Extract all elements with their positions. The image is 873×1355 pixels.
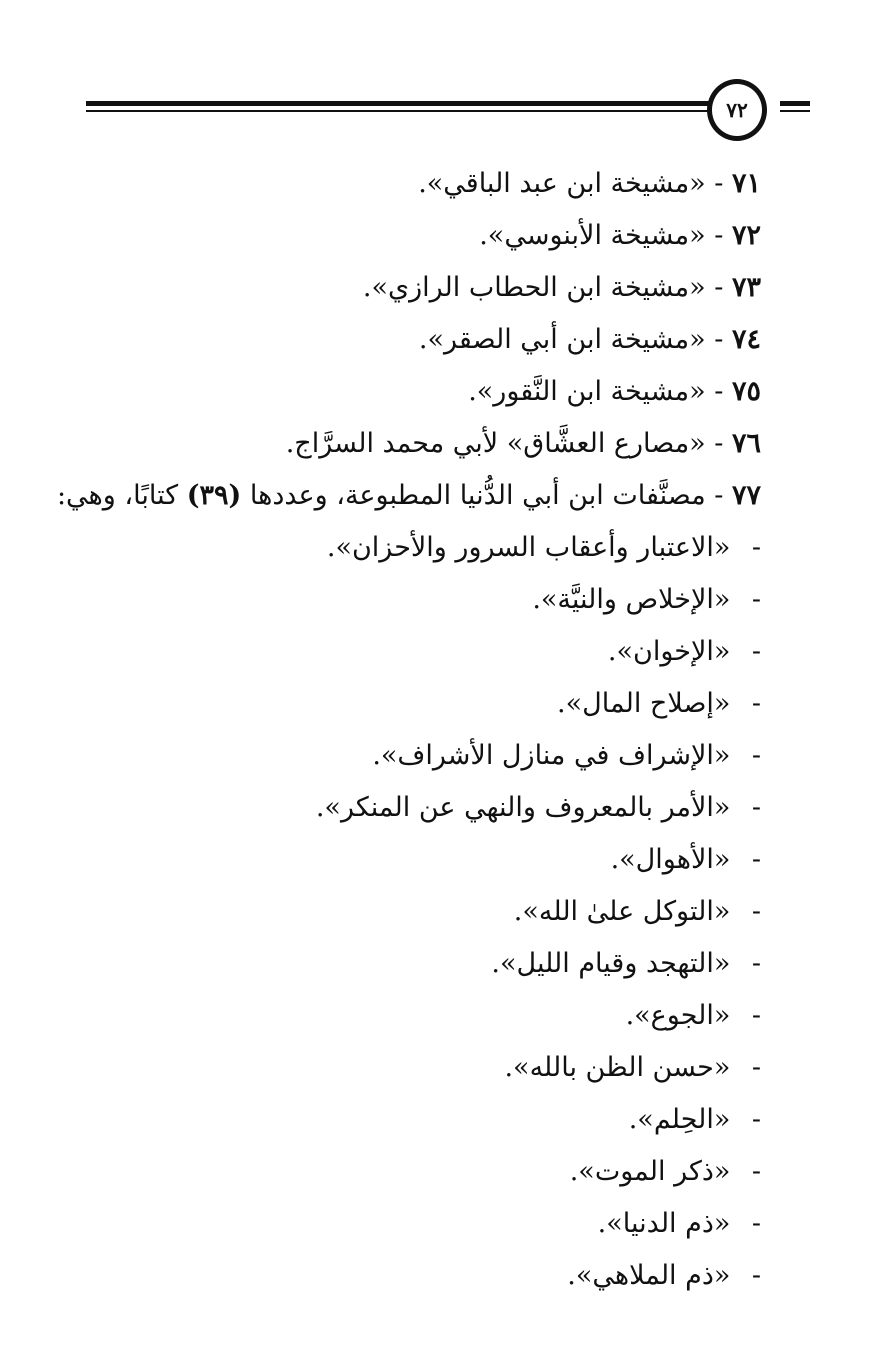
sub-item xyxy=(81,1250,761,1302)
separator: - xyxy=(714,168,724,199)
entry-number: ٧٧ xyxy=(731,480,761,511)
entry-text-before: مصنَّفات ابن أبي الدُّنيا المطبوعة، وعددها xyxy=(241,480,706,511)
sub-item xyxy=(81,834,761,886)
header-rule-thick xyxy=(86,101,712,106)
separator: - xyxy=(714,272,724,303)
separator: - xyxy=(751,844,761,875)
entry-number: ٧٢ xyxy=(731,220,761,251)
entry-75 xyxy=(81,366,761,418)
sub-item-text: «ذم الدنيا». xyxy=(597,1208,731,1239)
book-count: (٣٩) xyxy=(186,480,242,511)
sub-item-text: «الإخوان». xyxy=(607,636,731,667)
entry-number: ٧١ xyxy=(731,168,761,199)
entry-77 xyxy=(56,470,761,522)
page-header xyxy=(86,76,810,146)
entry-text-after: كتابًا، وهي: xyxy=(56,480,187,511)
entry-text: «مصارع العشَّاق» لأبي محمد السرَّاج. xyxy=(285,428,706,459)
separator: - xyxy=(714,376,724,407)
separator: - xyxy=(751,740,761,771)
sub-item xyxy=(81,990,761,1042)
separator: - xyxy=(751,636,761,667)
entry-text: «مشيخة ابن الحطاب الرازي». xyxy=(362,272,706,303)
separator: - xyxy=(751,584,761,615)
separator: - xyxy=(751,1156,761,1187)
sub-item xyxy=(81,574,761,626)
sub-item-text: «الاعتبار وأعقاب السرور والأحزان». xyxy=(326,532,731,563)
sub-item xyxy=(81,782,761,834)
sub-item-text: «التهجد وقيام الليل». xyxy=(491,948,731,979)
entry-text: «مشيخة الأبنوسي». xyxy=(479,220,706,251)
sub-item xyxy=(81,1146,761,1198)
entry-71 xyxy=(81,158,761,210)
separator: - xyxy=(751,1104,761,1135)
separator: - xyxy=(751,792,761,823)
sub-item xyxy=(81,1094,761,1146)
separator: - xyxy=(751,948,761,979)
sub-item xyxy=(81,730,761,782)
sub-item xyxy=(81,1042,761,1094)
sub-item-text: «ذكر الموت». xyxy=(569,1156,731,1187)
entry-list xyxy=(56,158,761,1302)
sub-item-text: «الإخلاص والنيَّة». xyxy=(532,584,731,615)
separator: - xyxy=(714,220,724,251)
entry-number: ٧٥ xyxy=(731,376,761,407)
sub-item-text: «إصلاح المال». xyxy=(557,688,731,719)
separator: - xyxy=(751,532,761,563)
sub-item-text: «التوكل علىٰ الله». xyxy=(513,896,731,927)
sub-item xyxy=(81,522,761,574)
separator: - xyxy=(751,1052,761,1083)
entry-74 xyxy=(81,314,761,366)
sub-item xyxy=(81,678,761,730)
separator: - xyxy=(751,1260,761,1291)
entry-text: «مشيخة ابن النَّقور». xyxy=(468,376,706,407)
sub-item-text: «الإشراف في منازل الأشراف». xyxy=(372,740,731,771)
entry-73 xyxy=(81,262,761,314)
sub-item-text: «حسن الظن بالله». xyxy=(504,1052,731,1083)
page-number: ٧٢ xyxy=(707,79,767,141)
sub-item xyxy=(81,1198,761,1250)
sub-item-text: «الأمر بالمعروف والنهي عن المنكر». xyxy=(315,792,731,823)
sub-item xyxy=(81,938,761,990)
header-rule-thin xyxy=(86,110,712,112)
entry-number: ٧٣ xyxy=(731,272,761,303)
sub-item-text: «ذم الملاهي». xyxy=(567,1260,731,1291)
sub-item xyxy=(81,886,761,938)
entry-text: «مشيخة ابن أبي الصقر». xyxy=(418,324,706,355)
sub-item-text: «الحِلم». xyxy=(628,1104,731,1135)
separator: - xyxy=(751,688,761,719)
entry-72 xyxy=(81,210,761,262)
entry-76 xyxy=(81,418,761,470)
entry-text: «مشيخة ابن عبد الباقي». xyxy=(418,168,706,199)
sub-item-text: «الجوع». xyxy=(625,1000,731,1031)
sub-item xyxy=(81,626,761,678)
entry-number: ٧٤ xyxy=(731,324,761,355)
sub-item-text: «الأهوال». xyxy=(610,844,731,875)
separator: - xyxy=(751,1208,761,1239)
entry-number: ٧٦ xyxy=(731,428,761,459)
separator: - xyxy=(714,480,724,511)
separator: - xyxy=(751,1000,761,1031)
separator: - xyxy=(714,324,724,355)
separator: - xyxy=(751,896,761,927)
header-rule-right-thick xyxy=(780,101,810,106)
header-rule-right-thin xyxy=(780,110,810,112)
separator: - xyxy=(714,428,724,459)
